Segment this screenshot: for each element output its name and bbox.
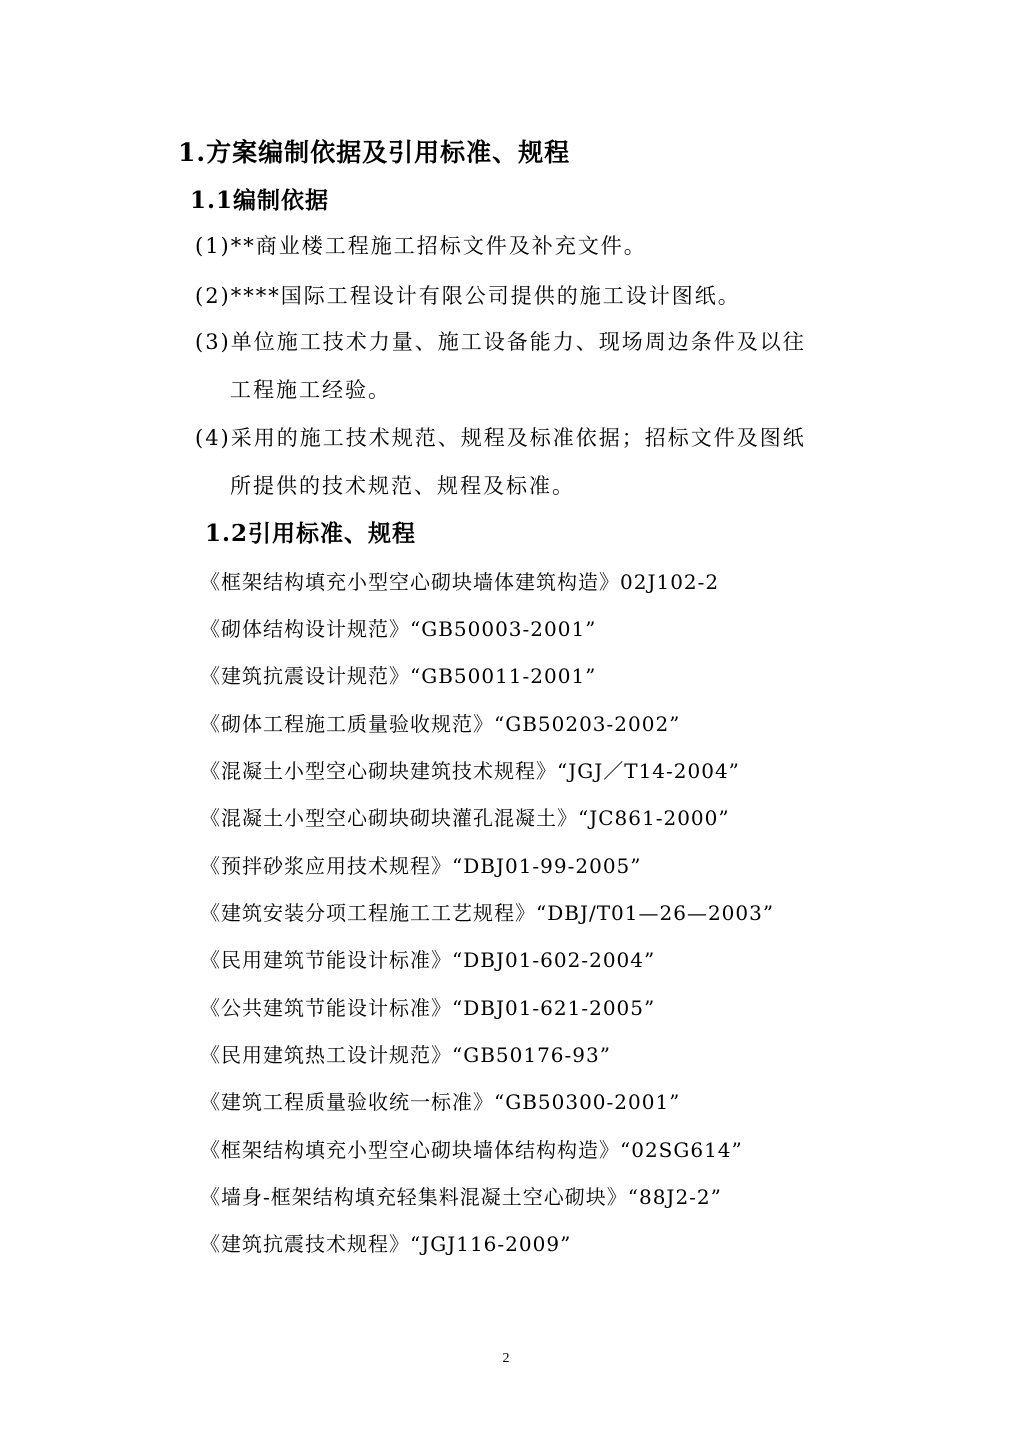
standard-item: 《民用建筑节能设计标准》“DBJ01-602-2004”: [200, 948, 656, 972]
basis-item-3-continuation: 工程施工经验。: [230, 378, 391, 402]
basis-item-3: (3)单位施工技术力量、施工设备能力、现场周边条件及以往: [195, 330, 806, 354]
page-number: 2: [502, 1351, 510, 1366]
section-1-heading: 1.方案编制依据及引用标准、规程: [178, 138, 571, 167]
standard-item: 《建筑抗震技术规程》“JGJ116-2009”: [200, 1232, 572, 1256]
standard-item: 《建筑工程质量验收统一标准》“GB50300-2001”: [200, 1090, 681, 1114]
standard-item: 《框架结构填充小型空心砌块墙体结构构造》“02SG614”: [200, 1138, 743, 1162]
standard-item: 《墙身-框架结构填充轻集料混凝土空心砌块》“88J2-2”: [200, 1185, 722, 1209]
basis-item-4: (4)采用的施工技术规范、规程及标准依据；招标文件及图纸: [195, 426, 806, 450]
standard-item: 《砌体结构设计规范》“GB50003-2001”: [200, 617, 597, 641]
standard-item: 《混凝土小型空心砌块砌块灌孔混凝土》“JC861-2000”: [200, 806, 730, 830]
section-1-2-heading: 1.2引用标准、规程: [205, 520, 417, 547]
standard-item: 《混凝土小型空心砌块建筑技术规程》“JGJ／T14-2004”: [200, 759, 740, 783]
basis-item-4-continuation: 所提供的技术规范、规程及标准。: [230, 474, 575, 498]
standard-item: 《砌体工程施工质量验收规范》“GB50203-2002”: [200, 712, 681, 736]
standard-item: 《建筑抗震设计规范》“GB50011-2001”: [200, 664, 597, 688]
standard-item: 《框架结构填充小型空心砌块墙体建筑构造》02J102-2: [200, 570, 720, 594]
standard-item: 《民用建筑热工设计规范》“GB50176-93”: [200, 1043, 611, 1067]
standard-item: 《建筑安装分项工程施工工艺规程》“DBJ/T01—26—2003”: [200, 901, 775, 925]
basis-item-2: (2)****国际工程设计有限公司提供的施工设计图纸。: [195, 284, 741, 308]
standard-item: 《公共建筑节能设计标准》“DBJ01-621-2005”: [200, 996, 656, 1020]
section-1-1-heading: 1.1编制依据: [190, 187, 330, 214]
standard-item: 《预拌砂浆应用技术规程》“DBJ01-99-2005”: [200, 854, 642, 878]
basis-item-1: (1)**商业楼工程施工招标文件及补充文件。: [195, 234, 647, 258]
